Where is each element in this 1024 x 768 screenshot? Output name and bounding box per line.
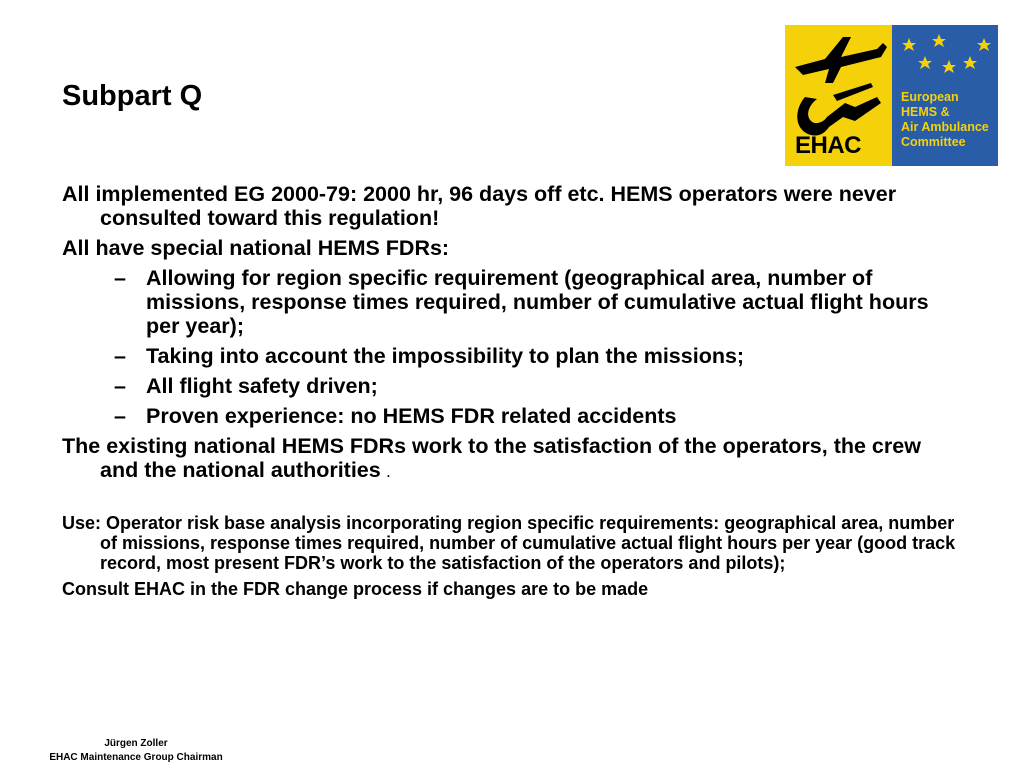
logo-line: European — [901, 90, 959, 104]
logo-line: Air Ambulance — [901, 120, 989, 134]
sub-bullet-text: Proven experience: no HEMS FDR related accidents — [146, 404, 677, 428]
author-name: Jürgen Zoller — [104, 738, 168, 749]
bullet-item: All implemented EG 2000-79: 2000 hr, 96 days off etc. HEMS operators were never consulted toward this regulation! — [62, 182, 897, 230]
eu-stars-icon — [892, 25, 998, 85]
sub-bullet-text: Taking into account the impossibility to plan the missions; — [146, 344, 745, 368]
bullet-item: All have special national HEMS FDRs: — [62, 236, 450, 260]
sub-bullet-item — [62, 374, 962, 398]
logo-blue-panel — [892, 25, 998, 166]
logo-line: Committee — [901, 135, 966, 149]
dash-marker: – — [114, 374, 126, 398]
logo-acronym: EHAC — [795, 132, 862, 159]
slide-body — [62, 182, 962, 605]
sub-bullet-text: Allowing for region specific requirement (geographical area, number of missions, response times required, number of cumulative actual flight hours per year); — [146, 266, 929, 338]
dash-marker: – — [114, 404, 126, 428]
logo-organization-name — [901, 90, 989, 150]
slide-footer — [36, 737, 236, 765]
closing-suffix: . — [386, 466, 391, 480]
sub-bullet-item — [62, 266, 962, 338]
sub-bullet-item — [62, 404, 962, 428]
use-item: Consult EHAC in the FDR change process if changes are to be made — [62, 579, 649, 599]
sub-bullet-item — [62, 344, 962, 368]
closing-statement — [62, 434, 962, 485]
logo-yellow-panel — [785, 25, 892, 166]
closing-text: The existing national HEMS FDRs work to the satisfaction of the operators, the crew and the national authorities — [62, 434, 921, 482]
slide-title: Subpart Q — [62, 80, 203, 112]
sub-bullet-text: All flight safety driven; — [146, 374, 378, 398]
dash-marker: – — [114, 344, 126, 368]
dash-marker: – — [114, 266, 126, 290]
logo-line: HEMS & — [901, 105, 950, 119]
author-role: EHAC Maintenance Group Chairman — [49, 752, 223, 763]
use-item: Use: Operator risk base analysis incorporating region specific requirements: geographical area, number of missions, response times required, number of cumulative actual flight hours per year (good track record, most present FDR’s work to the satisfaction of the operators and pilots); — [62, 513, 956, 573]
ehac-logo — [785, 25, 998, 166]
